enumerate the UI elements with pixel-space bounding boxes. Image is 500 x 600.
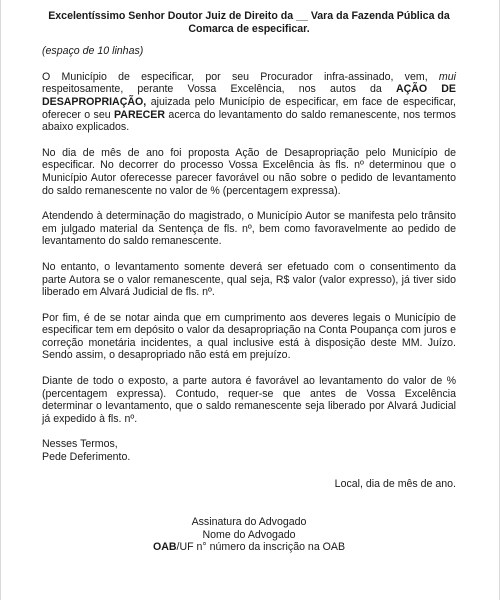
paragraph-1-part-c: ajuizada pelo Município de especificar, em face de especificar, oferecer o seu xyxy=(42,95,456,121)
signature-block xyxy=(42,516,456,554)
document-heading xyxy=(42,10,456,35)
paragraph-introduction xyxy=(42,71,456,134)
lawyer-name: Nome do Advogado xyxy=(202,528,296,541)
oab-label: OAB xyxy=(152,541,177,554)
action-title: AÇÃO DE DESAPROPRIAÇÃO, xyxy=(42,83,456,108)
heading-rest: Vara da Fazenda Pública da Comarca de especificar. xyxy=(188,10,450,35)
heading-salutation: Excelentíssimo Senhor Doutor Juiz de Direito da xyxy=(48,10,294,22)
place-date: Local, dia de mês de ano. xyxy=(334,477,456,490)
oab-registration xyxy=(42,541,456,554)
signature-line: Assinatura do Advogado xyxy=(191,516,307,529)
paragraph-1-part-a: O Município de especificar, por seu Procurador infra-assinado, vem, xyxy=(42,70,428,83)
paragraph-facts: No dia de mês de ano foi proposta Ação de Desapropriação pelo Município de especificar. No decorrer do processo Vossa Excelência às fls. nº determinou que o Município Autor oferecesse parecer favorável ou não sobre o pedido de levantamento do saldo remanescente no valor de % (percentagem expressa). xyxy=(42,146,456,197)
opinion-label: PARECER xyxy=(114,108,166,121)
paragraph-condition: No entanto, o levantamento somente deverá ser efetuado com o consentimento da parte Autora se o valor remanescente, qual seja, R$ valor (valor expresso), já tiver sido liberado em Alvará Judicial de fls. nº. xyxy=(42,260,456,299)
paragraph-1-emphasis: mui xyxy=(438,70,456,83)
heading-blank: __ xyxy=(296,10,308,22)
closing-block xyxy=(42,438,456,463)
paragraph-1-part-d: acerca do levantamento do saldo remanescente, nos termos abaixo explicados. xyxy=(42,108,456,134)
closing-line-request: Pede Deferimento. xyxy=(42,451,131,464)
paragraph-conclusion: Diante de todo o exposto, a parte autora é favorável ao levantamento do valor de % (percentagem expressa). Contudo, requer-se que antes de Vossa Excelência determinar o levantamento, que o saldo remanescente seja liberado por Alvará Judicial já expedido à fls. nº. xyxy=(42,375,456,425)
spacing-note: (espaço de 10 linhas) xyxy=(42,45,144,58)
oab-registration-rest: /UF n° número da inscrição na OAB xyxy=(176,541,346,554)
paragraph-1-part-b: respeitosamente, perante Vossa Excelência, nos autos da xyxy=(42,83,382,96)
paragraph-deposit: Por fim, é de se notar ainda que em cumprimento aos deveres legais o Município de especificar tem em depósito o valor da desapropriação na Conta Poupança com juros e correção monetária incidentes, a qual inclusive está à disposição deste MM. Juízo. Sendo assim, o desapropriado não está em prejuízo. xyxy=(42,311,456,362)
closing-line-terms: Nesses Termos, xyxy=(42,438,118,451)
paragraph-determination: Atendendo à determinação do magistrado, o Município Autor se manifesta pelo trânsito em julgado material da Sentença de fls. nº, bem como favoravelmente ao pedido de levantamento do saldo remanescente. xyxy=(42,210,456,248)
